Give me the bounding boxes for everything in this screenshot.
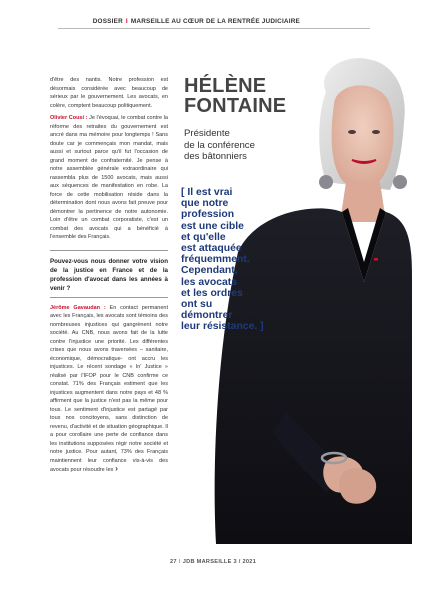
quote-line: que notre [181,198,229,210]
header-section: DOSSIER [92,18,123,25]
continue-arrow-icon: › [115,464,118,473]
publication-name: JDB MARSEILLE 3 / 2021 [182,559,257,565]
interview-question: Pouvez-vous nous donner votre vision de la justice en France et de la profession d'avocat dans les années à venir ? [50,257,168,292]
quote-line: démontrer [181,310,233,322]
page-footer [170,559,256,565]
subject-name [184,76,314,116]
quote-line: les avocats [181,276,238,288]
quote-line: profession [181,209,235,221]
quote-line: est attaquée [181,243,242,255]
header-separator: I [125,18,128,25]
role-line: de la conférence [184,139,255,151]
pull-quote [181,187,301,333]
subject-role [184,128,304,163]
speaker-name: Olivier Cousi : [50,115,88,121]
answer-cousi [50,114,168,242]
answer-text: Je l'évoquai, le combat contre la réforme des retraites du gouvernement est ancré dans ma mémoire pour longtemps ! Sans doute car je commençais mon mandat, mais aussi et surtout parce qu'il fut l'occasion de grand moment de confraternité. Je pense à notre assemblée générale extraordinaire qui rassembla plus de 1500 avocats, mais aussi aux séquences de manifestation en robe. La force de cette mobilisation réside dans la détermination dont nous avons fait preuve pour démontrer la pertinence de notre autonomie. Loin d'être un combat corporatiste, c'est un combat des avocats qui a bénéficié à l'ensemble des Français. [50,115,168,240]
answer-text: En contact permanent avec les Français, les avocats sont témoins des nombreuses injustices qui gangrènent notre société. Au CNB, nous avons fait de la lutte contre l'injustice une priorité. Les différentes crises que nous avons traversées – sanitaire, économique, démocratique- ont accru les injustices. Le récent sondage « In' Justice » réalisé par l'IFOP pour le CNB confirme ce constat. 71% des Français estiment que les injustices augmentent dans notre pays et 48 % affirment que la justice n'est pas la même pour tous. Le sentiment d'injustice est partagé par tous nos concitoyens, sans distinction de revenu, d'activité et de situation géographique. Il a pour corollaire une perte de confiance dans les institutions supposées régir notre société et notre justice. Pour autant, 73% des Français maintiennent leur confiance vis-à-vis des avocats pour résoudre les [50,304,169,473]
header-rule [58,28,370,29]
quote-line: leur résistance. ] [181,321,264,333]
header-title: MARSEILLE AU CŒUR DE LA RENTRÉE JUDICIAIRE [130,18,300,25]
quote-line: et les ordres [181,287,243,299]
intro-paragraph: d'être des nantis. Notre profession est désormais considérée avec beaucoup de sérieux par le gouvernement. Les avocats, en colère, comptent beaucoup politiquement. [50,77,168,109]
quote-line: est une cible [181,220,244,232]
speaker-name: Jérôme Gavaudan : [50,304,106,311]
answer-gavaudan [50,304,168,475]
quote-line: [ Il est vrai [181,187,233,198]
subject-first-name: HÉLÈNE [184,75,267,97]
quote-line: ont su [181,299,213,311]
question-rule-bottom [50,297,168,298]
quote-line: fréquemment. [181,254,250,266]
footer-separator: I [178,559,181,565]
role-line: des bâtonniers [184,151,247,162]
question-rule-top [50,250,168,251]
quote-line: Cependant, [181,265,238,277]
article-column [50,76,168,479]
subject-last-name: FONTAINE [184,95,287,117]
role-line: Présidente [184,128,230,139]
page-number: 27 [170,559,177,565]
quote-line: et qu'elle [181,231,226,243]
